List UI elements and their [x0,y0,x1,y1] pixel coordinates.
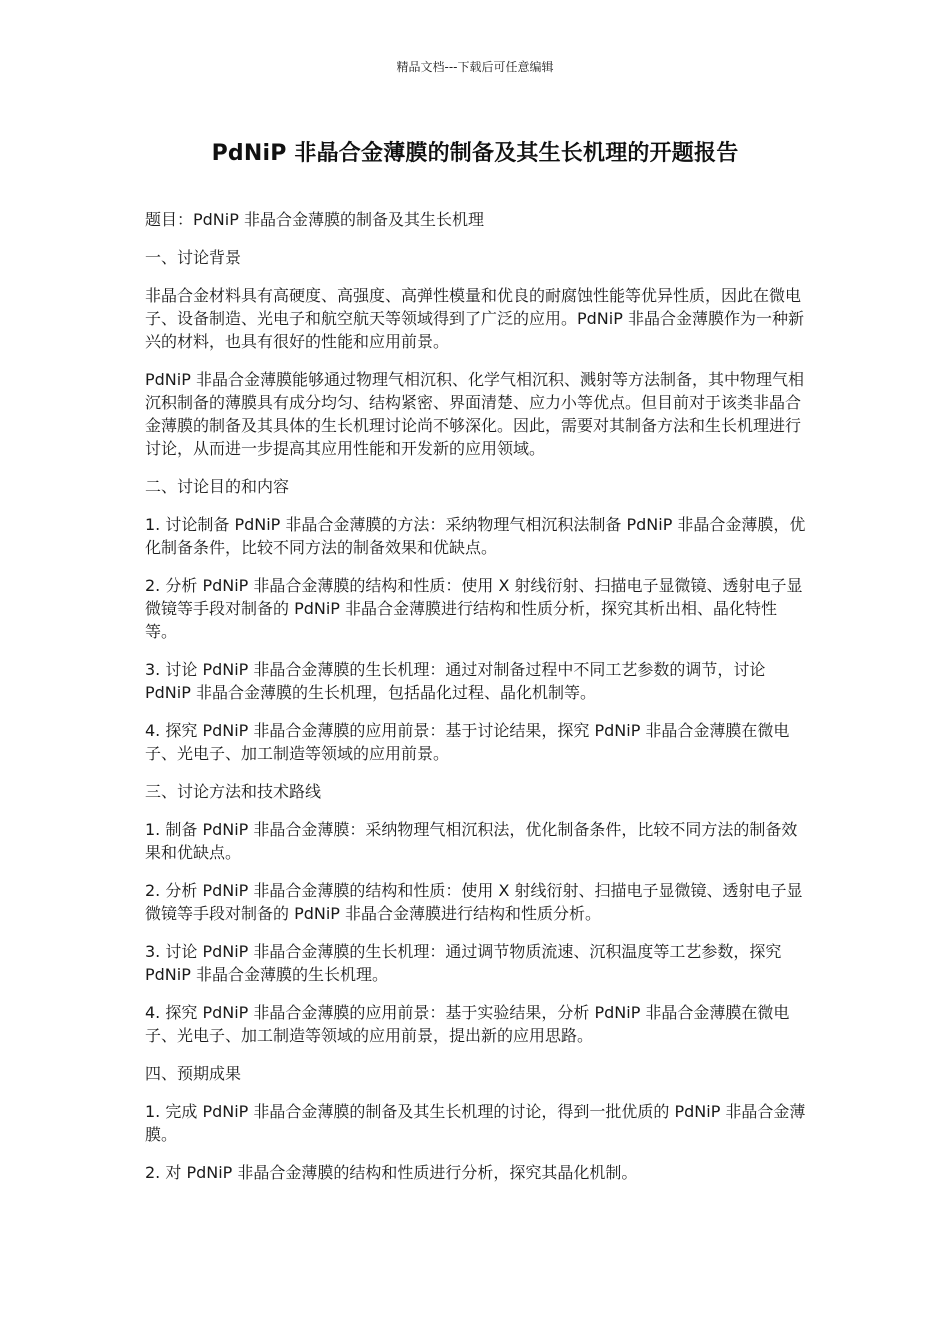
list-item: 4. 探究 PdNiP 非晶合金薄膜的应用前景：基于讨论结果，探究 PdNiP 非晶合金薄膜在微电子、光电子、加工制造等领域的应用前景。 [145,721,790,763]
list-item: 2. 对 PdNiP 非晶合金薄膜的结构和性质进行分析，探究其晶化机制。 [145,1163,638,1182]
page-header-note: 精品文档---下载后可任意编辑 [396,60,554,74]
list-item: 1. 制备 PdNiP 非晶合金薄膜：采纳物理气相沉积法，优化制备条件，比较不同方法的制备效果和优缺点。 [145,820,798,862]
section-heading-expected-results: 四、预期成果 [145,1064,242,1083]
list-item: 2. 分析 PdNiP 非晶合金薄膜的结构和性质：使用 X 射线衍射、扫描电子显微镜、透射电子显微镜等手段对制备的 PdNiP 非晶合金薄膜进行结构和性质分析，探究其析出相、晶化特性等。 [145,576,803,641]
list-item: 2. 分析 PdNiP 非晶合金薄膜的结构和性质：使用 X 射线衍射、扫描电子显微镜、透射电子显微镜等手段对制备的 PdNiP 非晶合金薄膜进行结构和性质分析。 [145,881,803,923]
section-heading-methods: 三、讨论方法和技术路线 [145,782,322,801]
topic-line: 题目：PdNiP 非晶合金薄膜的制备及其生长机理 [145,210,484,229]
list-item: 3. 讨论 PdNiP 非晶合金薄膜的生长机理：通过调节物质流速、沉积温度等工艺参数，探究 PdNiP 非晶合金薄膜的生长机理。 [145,942,782,984]
document-title: PdNiP 非晶合金薄膜的制备及其生长机理的开题报告 [211,141,739,166]
document-body [145,208,807,1199]
section-heading-background: 一、讨论背景 [145,248,242,267]
list-item: 1. 讨论制备 PdNiP 非晶合金薄膜的方法：采纳物理气相沉积法制备 PdNiP 非晶合金薄膜，优化制备条件，比较不同方法的制备效果和优缺点。 [145,515,806,557]
list-item: 4. 探究 PdNiP 非晶合金薄膜的应用前景：基于实验结果，分析 PdNiP 非晶合金薄膜在微电子、光电子、加工制造等领域的应用前景，提出新的应用思路。 [145,1003,790,1045]
body-paragraph: PdNiP 非晶合金薄膜能够通过物理气相沉积、化学气相沉积、溅射等方法制备，其中物理气相沉积制备的薄膜具有成分均匀、结构紧密、界面清楚、应力小等优点。但目前对于该类非晶合金薄膜的制备及其具体的生长机理讨论尚不够深化。因此，需要对其制备方法和生长机理进行讨论，从而进一步提高其应用性能和开发新的应用领域。 [145,370,804,458]
list-item: 3. 讨论 PdNiP 非晶合金薄膜的生长机理：通过对制备过程中不同工艺参数的调节，讨论 PdNiP 非晶合金薄膜的生长机理，包括晶化过程、晶化机制等。 [145,660,766,702]
body-paragraph: 非晶合金材料具有高硬度、高强度、高弹性模量和优良的耐腐蚀性能等优异性质，因此在微电子、设备制造、光电子和航空航天等领域得到了广泛的应用。PdNiP 非晶合金薄膜作为一种新兴的材料，也具有很好的性能和应用前景。 [145,286,804,351]
section-heading-objectives: 二、讨论目的和内容 [145,477,290,496]
list-item: 1. 完成 PdNiP 非晶合金薄膜的制备及其生长机理的讨论，得到一批优质的 PdNiP 非晶合金薄膜。 [145,1102,806,1144]
